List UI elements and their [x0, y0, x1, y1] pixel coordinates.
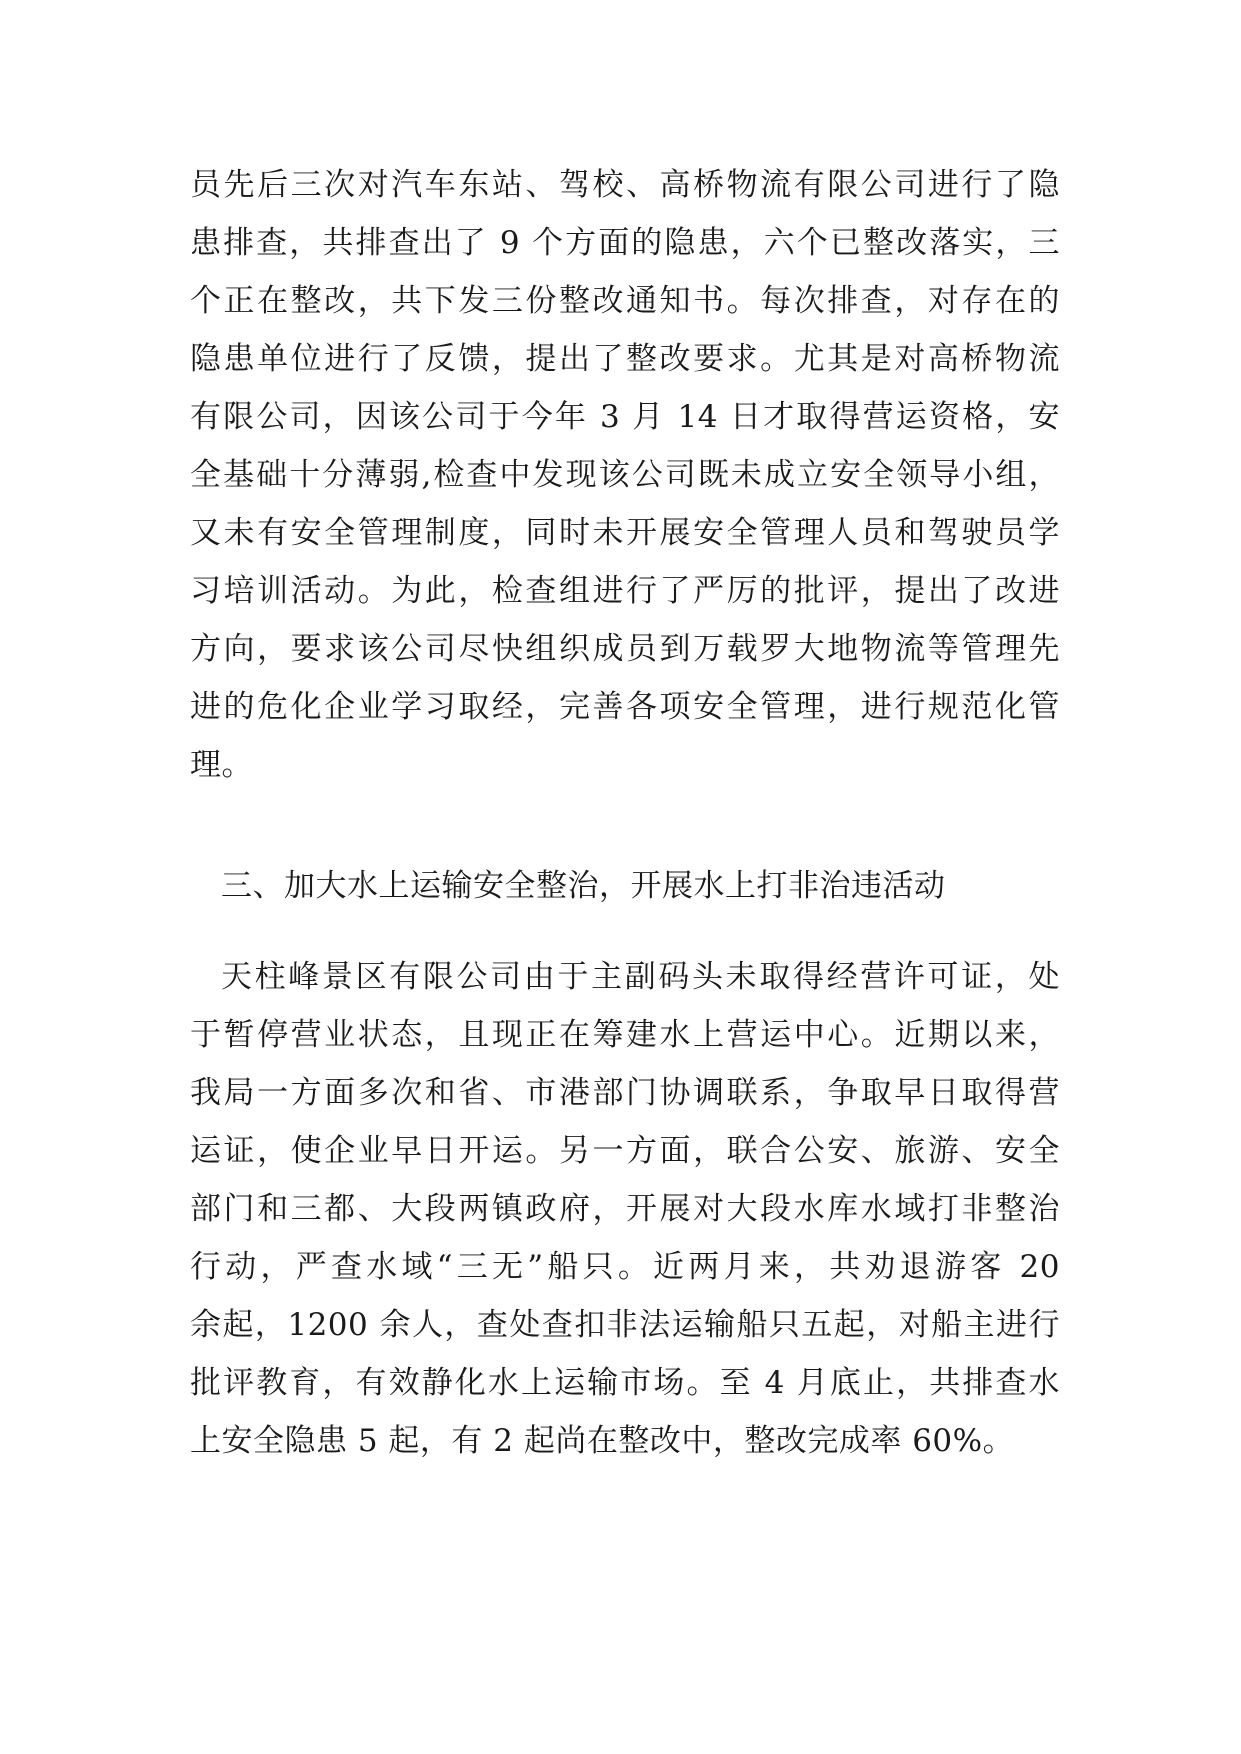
paragraph-line: 有限公司，因该公司于今年 3 月 14 日才取得营运资格，安 [190, 399, 1060, 435]
paragraph-line: 行动，严查水域“三无”船只。近两月来，共劝退游客 20 [190, 1249, 1060, 1285]
paragraph-line: 方向，要求该公司尽快组织成员到万载罗大地物流等管理先 [190, 631, 1060, 667]
paragraph-line: 部门和三都、大段两镇政府，开展对大段水库水域打非整治 [190, 1191, 1060, 1227]
paragraph-line: 理。 [190, 747, 253, 783]
paragraph-line: 于暂停营业状态，且现正在筹建水上营运中心。近期以来， [190, 1017, 1060, 1053]
paragraph-line: 进的危化企业学习取经，完善各项安全管理，进行规范化管 [190, 689, 1060, 725]
paragraph-line: 上安全隐患 5 起，有 2 起尚在整改中，整改完成率 60%。 [190, 1423, 1015, 1459]
section-heading-text: 三、加大水上运输安全整治，开展水上打非治违活动 [221, 868, 946, 904]
paragraph-line: 又未有安全管理制度，同时未开展安全管理人员和驾驶员学 [190, 515, 1060, 551]
paragraph-line: 余起，1200 余人，查处查扣非法运输船只五起，对船主进行 [190, 1307, 1060, 1343]
paragraph-inspection-results [190, 156, 1060, 794]
paragraph-water-transport [190, 948, 1060, 1470]
paragraph-line: 隐患单位进行了反馈，提出了整改要求。尤其是对高桥物流 [190, 341, 1060, 377]
paragraph-line: 批评教育，有效静化水上运输市场。至 4 月底止，共排查水 [190, 1365, 1060, 1401]
paragraph-line: 个正在整改，共下发三份整改通知书。每次排查，对存在的 [190, 283, 1060, 319]
paragraph-line: 员先后三次对汽车东站、驾校、高桥物流有限公司进行了隐 [190, 167, 1060, 203]
paragraph-line: 习培训活动。为此，检查组进行了严厉的批评，提出了改进 [190, 573, 1060, 609]
paragraph-line: 患排查，共排查出了 9 个方面的隐患，六个已整改落实，三 [190, 225, 1060, 261]
paragraph-line: 我局一方面多次和省、市港部门协调联系，争取早日取得营 [190, 1075, 1060, 1111]
paragraph-line: 全基础十分薄弱,检查中发现该公司既未成立安全领导小组， [190, 457, 1060, 493]
paragraph-line: 天柱峰景区有限公司由于主副码头未取得经营许可证，处 [221, 959, 1060, 995]
paragraph-line: 运证，使企业早日开运。另一方面，联合公安、旅游、安全 [190, 1133, 1060, 1169]
section-heading-3 [190, 857, 1060, 915]
